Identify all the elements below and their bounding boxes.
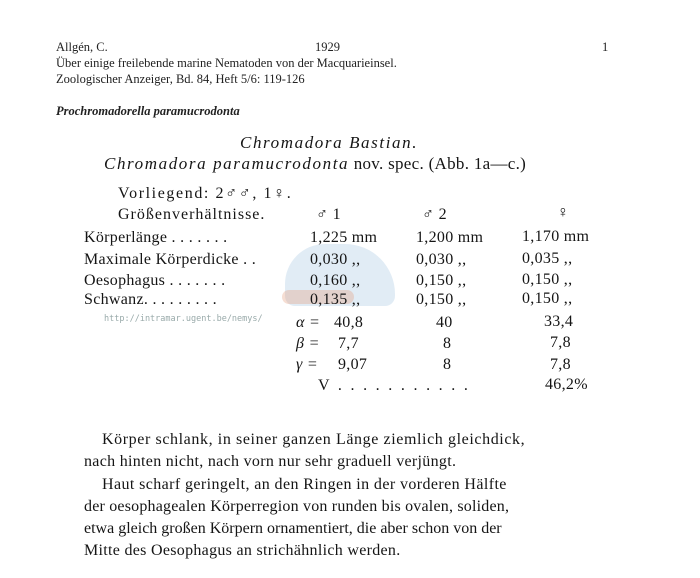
cell: 0,030 ,, — [416, 251, 467, 268]
cell: 40,8 — [334, 314, 364, 331]
paragraph-line: etwa gleich großen Körpern ornamentiert, die aber schon von der — [84, 520, 502, 537]
row-label: Oesophagus . . . . . . . — [84, 272, 226, 289]
cell: 7,8 — [550, 334, 571, 351]
ratio-label: α = — [296, 314, 321, 331]
article-title: Über einige freilebende marine Nematoden von der Macquarieinsel. — [56, 56, 397, 70]
column-header-female: ♀ — [557, 204, 570, 221]
cell: 0,150 ,, — [416, 291, 467, 308]
citation: Zoologischer Anzeiger, Bd. 84, Heft 5/6: 119-126 — [56, 72, 305, 86]
row-label: Schwanz. . . . . . . . . — [84, 291, 217, 308]
column-header-male-2: ♂ 2 — [422, 206, 447, 223]
paragraph-line: der oesophagealen Körperregion von runden bis ovalen, soliden, — [84, 498, 510, 515]
cell: 40 — [436, 314, 453, 331]
cell: 0,030 ,, — [310, 251, 361, 268]
ratio-label: γ = — [296, 356, 319, 373]
paragraph-line: nach hinten nicht, nach vorn nur sehr graduell verjüngt. — [84, 453, 457, 470]
cell: 1,170 mm — [522, 228, 590, 245]
cell: 7,8 — [550, 356, 571, 373]
paragraph-line: Haut scharf geringelt, an den Ringen in der vorderen Hälfte — [102, 476, 507, 493]
page-number: 1 — [602, 40, 609, 54]
species-suffix: nov. spec. (Abb. 1a—c.) — [353, 154, 527, 173]
cell: 1,225 mm — [310, 229, 378, 246]
cell: 0,150 ,, — [522, 271, 573, 288]
cell: 9,07 — [338, 356, 368, 373]
species-line — [104, 154, 526, 174]
watermark-url: http://intramar.ugent.be/nemys/ — [104, 314, 263, 324]
cell: 0,150 ,, — [416, 272, 467, 289]
cell: 0,135 ,, — [310, 291, 361, 308]
cell: 33,4 — [544, 313, 574, 330]
species-name: Chromadora paramucrodonta — [104, 154, 350, 173]
genus-line: Chromadora Bastian. — [240, 133, 419, 152]
cell: 0,150 ,, — [522, 290, 573, 307]
cell: 7,7 — [338, 335, 359, 352]
year: 1929 — [315, 40, 340, 54]
v-value: 46,2% — [545, 376, 588, 393]
column-header-male-1: ♂ 1 — [316, 206, 341, 223]
species-heading: Prochromadorella paramucrodonta — [56, 104, 240, 118]
cell: 1,200 mm — [416, 229, 484, 246]
cell: 0,035 ,, — [522, 250, 573, 267]
row-label: Maximale Körperdicke . . — [84, 251, 257, 268]
table-caption: Größenverhältnisse. — [118, 206, 266, 223]
paragraph-line: Körper schlank, in seiner ganzen Länge ziemlich gleichdick, — [102, 431, 526, 448]
cell: 8 — [443, 335, 452, 352]
author: Allgén, C. — [56, 40, 108, 54]
cell: 0,160 ,, — [310, 272, 361, 289]
cell: 8 — [443, 356, 452, 373]
v-label: V . . . . . . . . . . . — [318, 377, 469, 394]
paragraph-line: Mitte des Oesophagus an strichähnlich werden. — [84, 542, 401, 559]
ratio-label: β = — [296, 335, 320, 352]
row-label: Körperlänge . . . . . . . — [84, 229, 228, 246]
material: Vorliegend: 2♂♂, 1♀. — [118, 185, 293, 202]
